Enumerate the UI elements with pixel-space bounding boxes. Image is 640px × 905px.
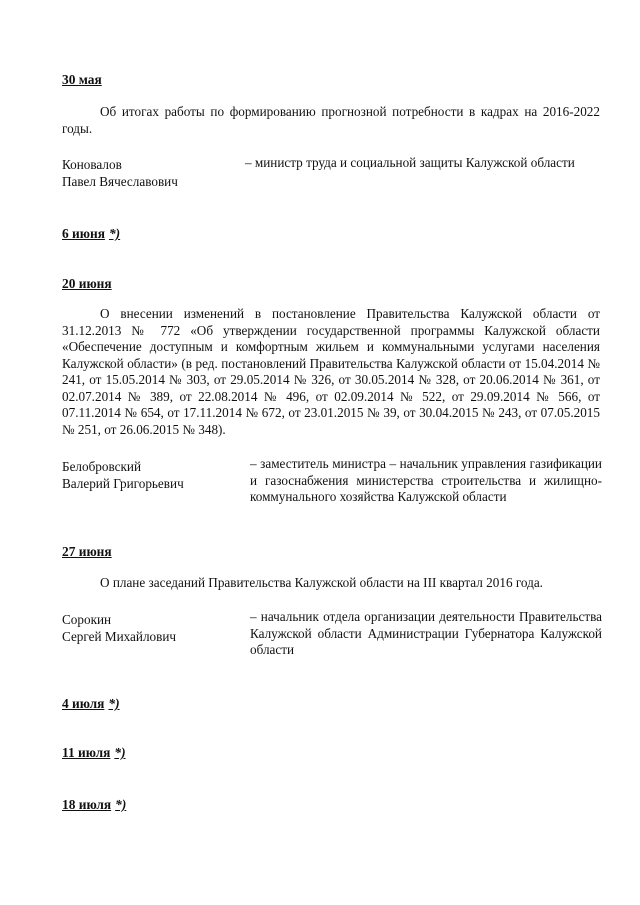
meeting-date-july-4 (62, 696, 120, 713)
meeting-date-june-6 (62, 226, 120, 243)
date-text: 18 июля (62, 797, 112, 812)
speaker-name-block (62, 612, 242, 645)
speaker-given-name: Павел Вячеславович (62, 173, 178, 189)
meeting-date-may-30: 30 мая (62, 72, 102, 87)
meeting-date-june-20: 20 июня (62, 276, 112, 291)
footnote-mark: *) (115, 797, 127, 812)
agenda-topic: Об итогах работы по формированию прогнозной потребности в кадрах на 2016-2022 годы. (62, 104, 600, 136)
date-text: 4 июля (62, 696, 105, 711)
speaker-position: – начальник отдела организации деятельности Правительства Калужской области Администрации Губернатора Калужской области (250, 609, 602, 657)
date-text: 11 июля (62, 745, 111, 760)
meeting-date-june-27: 27 июня (62, 544, 112, 559)
footnote-mark: *) (108, 226, 121, 241)
speaker-given-name: Валерий Григорьевич (62, 475, 184, 491)
speaker-name-block (62, 459, 242, 492)
agenda-topic: О внесении изменений в постановление Правительства Калужской области от 31.12.2013 № 772 «Об утверждении государственной программы Калужской области «Обеспечение доступным и комфортным жильем и коммунальными услугами населения Калужской области» (в ред. постановлений Правительства Калужской области от 15.04.2014 № 241, от 15.05.2014 № 303, от 29.05.2014 № 326, от 30.05.2014 № 328, от 20.06.2014 № 361, от 02.07.2014 № 389, от 22.08.2014 № 496, от 02.09.2014 № 522, от 29.09.2014 № 566, от 07.11.2014 № 654, от 17.11.2014 № 672, от 23.01.2015 № 39, от 30.04.2015 № 243, от 07.05.2015 № 251, от 26.06.2015 № 348). (62, 306, 600, 437)
speaker-surname: Сорокин (62, 612, 112, 627)
meeting-date-july-18 (62, 797, 126, 814)
agenda-topic: О плане заседаний Правительства Калужской области на III квартал 2016 года. (100, 575, 543, 590)
footnote-mark: *) (114, 745, 126, 760)
date-text: 6 июня (62, 226, 105, 241)
meeting-date-july-11 (62, 745, 126, 762)
speaker-given-name: Сергей Михайлович (62, 628, 177, 644)
speaker-surname: Белобровский (62, 459, 142, 474)
footnote-mark: *) (108, 696, 120, 711)
speaker-name-block (62, 157, 242, 190)
speaker-position: – министр труда и социальной защиты Калужской области (245, 155, 575, 170)
speaker-position: – заместитель министра – начальник управления газификации и газоснабжения министерства строительства и жилищно-коммунального хозяйства Калужской области (250, 456, 602, 504)
speaker-surname: Коновалов (62, 157, 122, 172)
